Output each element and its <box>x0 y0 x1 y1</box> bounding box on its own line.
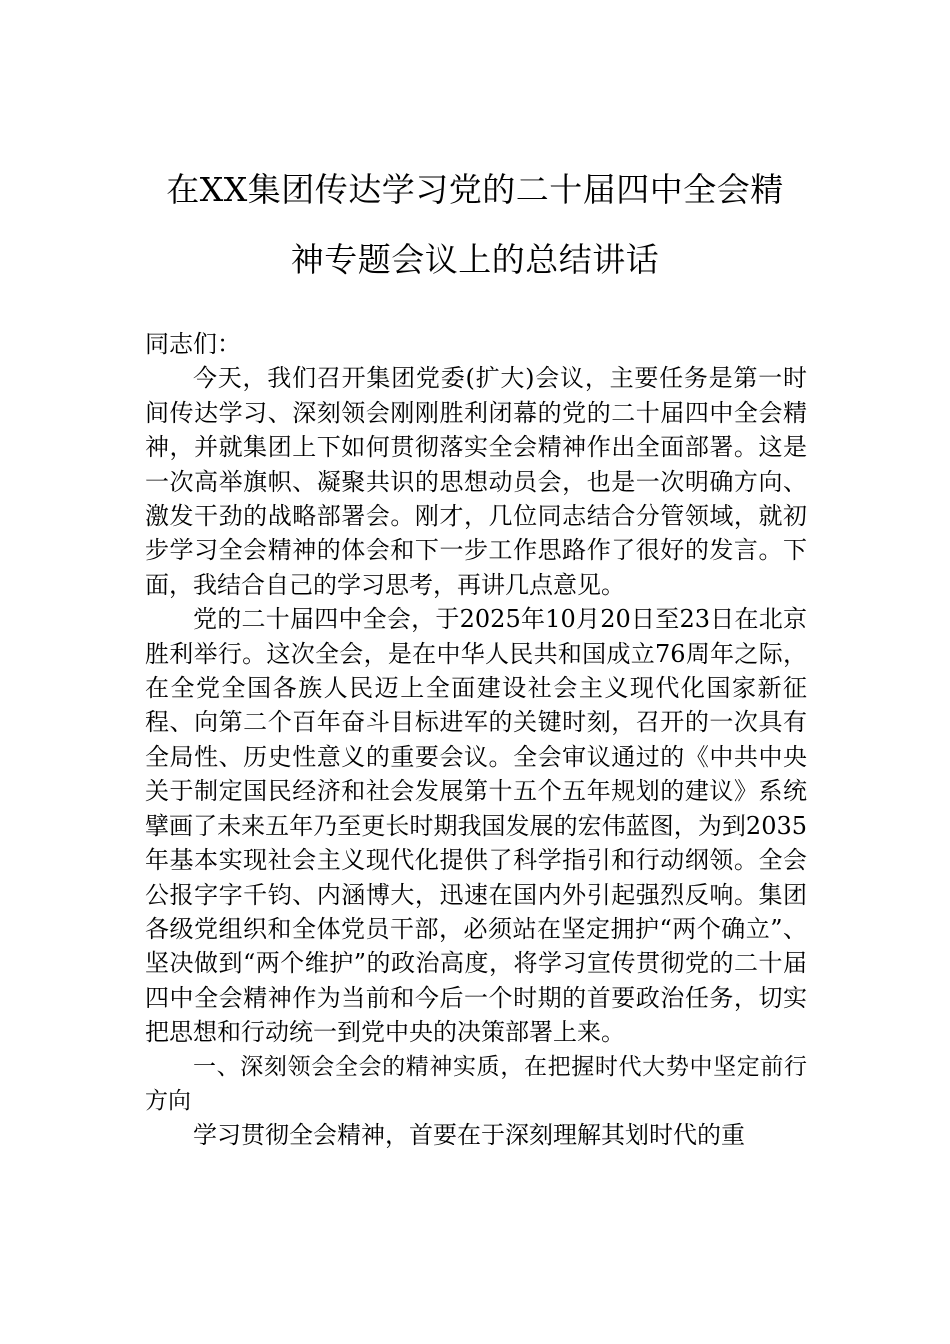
paragraph-opening: 今天，我们召开集团党委(扩大)会议，主要任务是第一时间传达学习、深刻领会刚刚胜利闭幕的党的二十届四中全会精神，并就集团上下如何贯彻落实全会精神作出全面部署。这是一次高举旗帜、凝聚共识的思想动员会，也是一次明确方向、激发干劲的战略部署会。刚才，几位同志结合分管领域，就初步学习全会精神的体会和下一步工作思路作了很好的发言。下面，我结合自己的学习思考，再讲几点意见。 <box>145 364 807 599</box>
section-heading-1: 一、深刻领会全会的精神实质，在把握时代大势中坚定前行方向 <box>145 1053 807 1114</box>
document-title-line-2: 神专题会议上的总结讲话 <box>290 240 660 279</box>
paragraph-plenum-background: 党的二十届四中全会，于2025年10月20日至23日在北京胜利举行。这次全会，是在中华人民共和国成立76周年之际，在全党全国各族人民迈上全面建设社会主义现代化国家新征程、向第二个百年奋斗目标进军的关键时刻，召开的一次具有全局性、历史性意义的重要会议。全会审议通过的《中共中央关于制定国民经济和社会发展第十五个五年规划的建议》系统擘画了未来五年乃至更长时期我国发展的宏伟蓝图，为到2035年基本实现社会主义现代化提供了科学指引和行动纲领。全会公报字字千钧、内涵博大，迅速在国内外引起强烈反响。集团各级党组织和全体党员干部，必须站在坚定拥护“两个确立”、坚决做到“两个维护”的政治高度，将学习宣传贯彻党的二十届四中全会精神作为当前和今后一个时期的首要政治任务，切实把思想和行动统一到党中央的决策部署上来。 <box>145 605 807 1047</box>
paragraph-section-1-start: 学习贯彻全会精神，首要在于深刻理解其划时代的重 <box>193 1121 745 1150</box>
salutation: 同志们： <box>145 330 241 358</box>
document-title-line-1: 在XX集团传达学习党的二十届四中全会精 <box>166 170 784 209</box>
document-body <box>145 327 807 1153</box>
